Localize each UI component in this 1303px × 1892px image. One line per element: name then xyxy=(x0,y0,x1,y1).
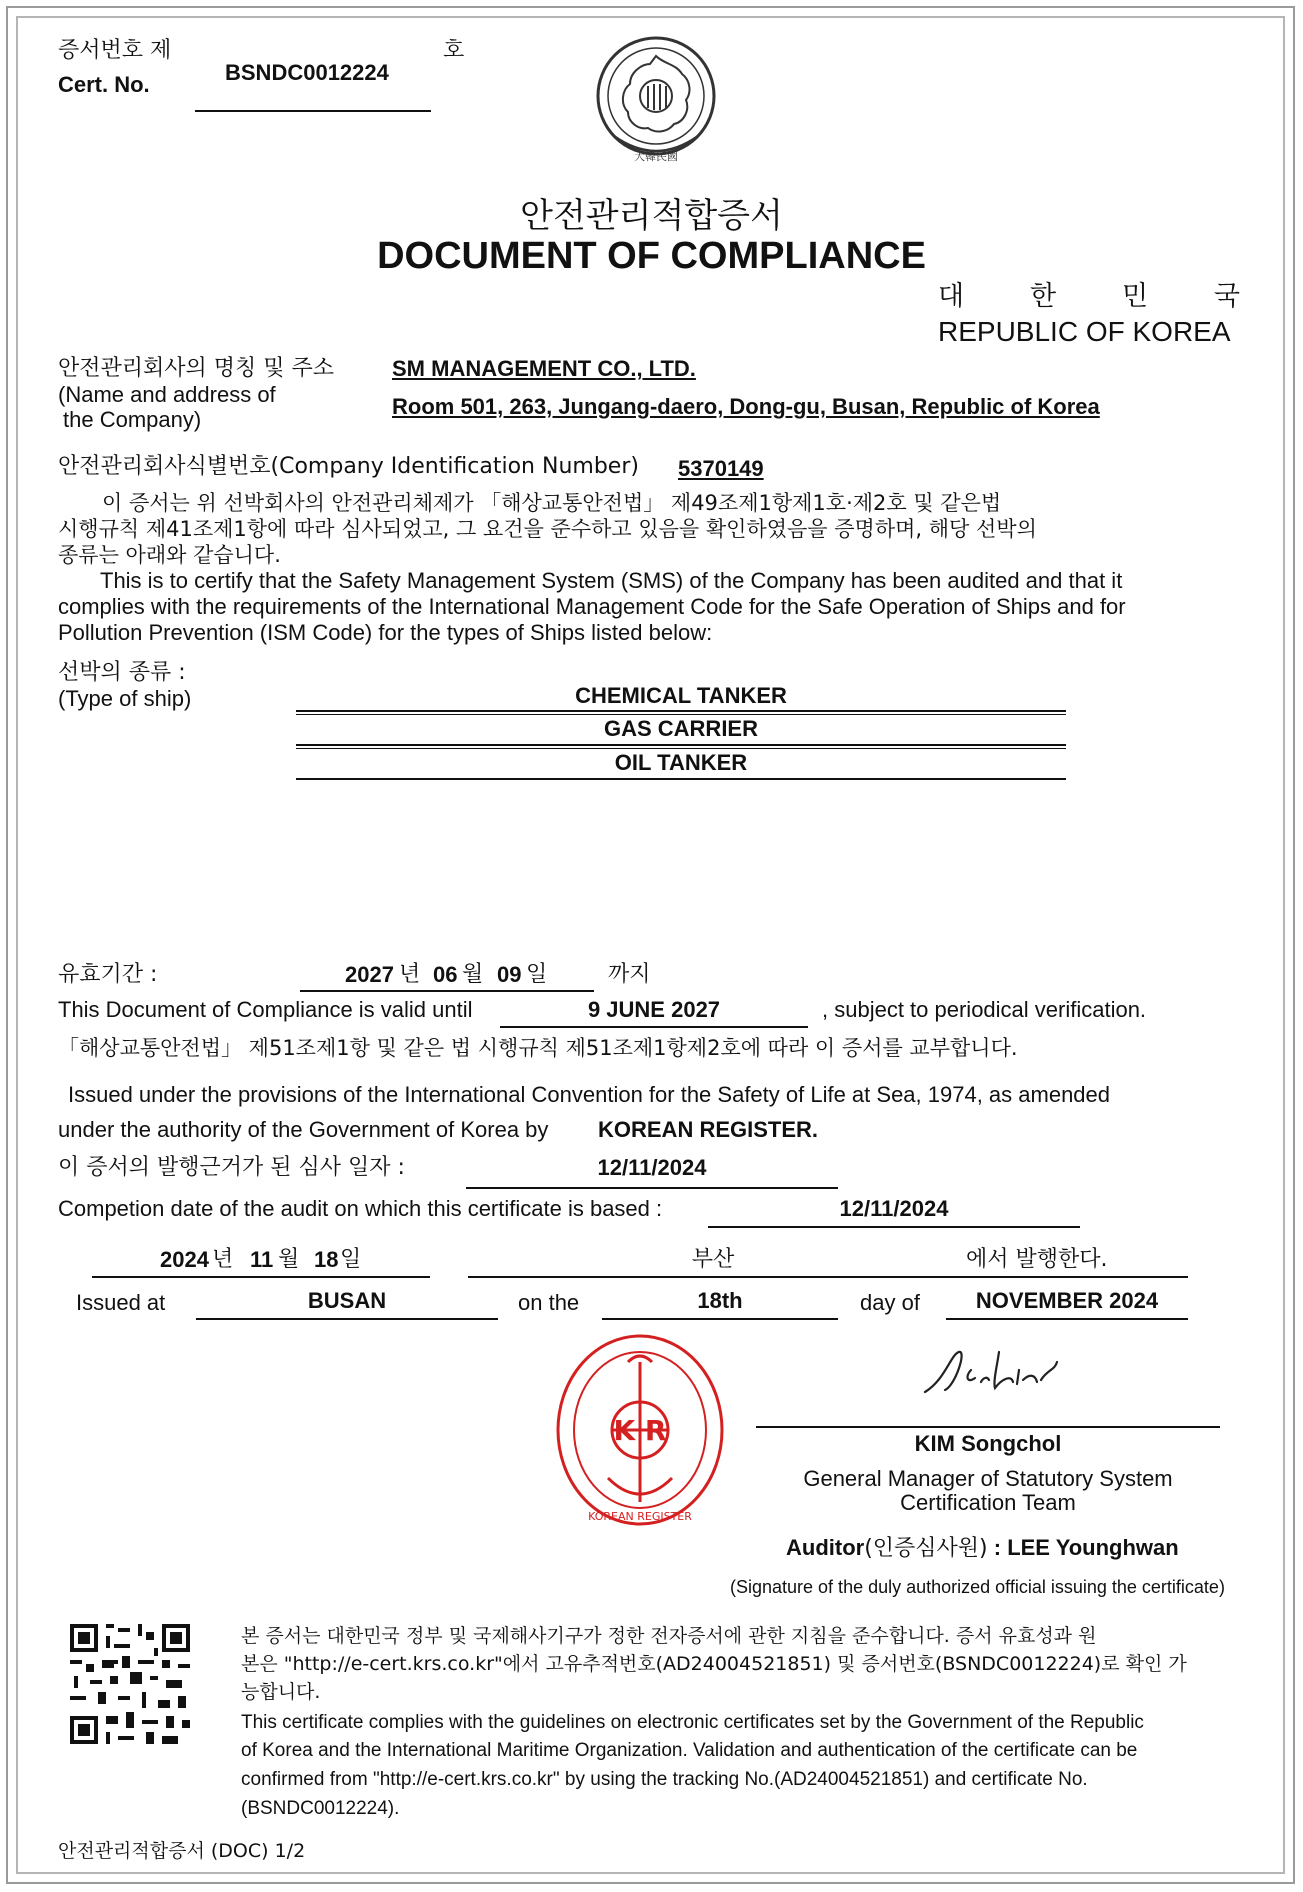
statement-kr-3: 종류는 아래와 같습니다. xyxy=(58,543,281,567)
ship-type-line xyxy=(296,744,1066,746)
footer-en-2: of Korea and the International Maritime Organization. Validation and authentication of the certificate can be xyxy=(241,1740,1138,1761)
issue-month-unit: 월 xyxy=(278,1247,300,1272)
ship-type-label-en: (Type of ship) xyxy=(58,686,192,711)
issue-place-en: BUSAN xyxy=(307,1288,387,1313)
statement-en-3: Pollution Prevention (ISM Code) for the types of Ships listed below: xyxy=(58,620,713,645)
footer-kr-2: 본은 "http://e-cert.krs.co.kr"에서 고유추적번호(AD24004521851) 및 증서번호(BSNDC0012224)로 확인 가 xyxy=(241,1653,1187,1675)
signatory-name: KIM Songchol xyxy=(914,1431,1062,1456)
cert-no-label-en: Cert. No. xyxy=(58,72,150,97)
company-id-number: 5370149 xyxy=(678,456,764,481)
company-address: Room 501, 263, Jungang-daero, Dong-gu, Busan, Republic of Korea xyxy=(392,394,1100,419)
issue-date-kr-underline xyxy=(92,1276,430,1278)
issuance-en-2: under the authority of the Government of Korea by xyxy=(58,1117,549,1142)
issue-year-unit: 년 xyxy=(212,1247,234,1272)
auditor-label: Auditor(인증심사원) : LEE Younghwan xyxy=(786,1535,1179,1561)
company-label-en-1: (Name and address of xyxy=(58,382,276,407)
company-name: SM MANAGEMENT CO., LTD. xyxy=(392,356,696,381)
ship-type-line xyxy=(296,748,1066,749)
country-kr: 대 한 민 국 xyxy=(938,281,1240,312)
cert-no-suffix: 호 xyxy=(443,38,465,63)
issue-month-year-underline xyxy=(946,1318,1188,1320)
national-seal-icon xyxy=(594,34,718,174)
ship-type-line xyxy=(296,714,1066,715)
valid-until-date: 9 JUNE 2027 xyxy=(587,997,721,1022)
validity-month-unit: 월 xyxy=(462,962,484,987)
signature-icon xyxy=(915,1340,1069,1402)
footer-en-4: (BSNDC0012224). xyxy=(241,1798,400,1819)
issue-day-en-underline xyxy=(602,1318,838,1320)
validity-day-unit: 일 xyxy=(526,962,548,987)
issue-place-kr-underline xyxy=(468,1276,1188,1278)
issue-month: 11 xyxy=(250,1247,274,1272)
ship-type-label-kr: 선박의 종류 : xyxy=(58,660,186,685)
validity-kr-underline xyxy=(300,990,594,992)
ship-type-item: OIL TANKER xyxy=(614,750,748,775)
ship-type-line xyxy=(296,710,1066,712)
ship-type-item: GAS CARRIER xyxy=(603,716,758,741)
valid-until-subject: , subject to periodical verification. xyxy=(822,997,1147,1022)
ship-type-line xyxy=(296,778,1066,780)
issue-place-kr: 부산 xyxy=(691,1247,735,1272)
issue-day: 18 xyxy=(314,1247,339,1272)
validity-day: 09 xyxy=(497,962,522,987)
company-label-en-2: the Company) xyxy=(63,407,202,432)
issuance-en-1: Issued under the provisions of the International Convention for the Safety of Life at Sea, 1974, as amended xyxy=(68,1082,1111,1107)
signature-note: (Signature of the duly authorized official issuing the certificate) xyxy=(730,1577,1225,1597)
statement-en-2: complies with the requirements of the International Management Code for the Safe Operation of Ships and for xyxy=(58,594,1126,619)
svg-text:大韓民國: 大韓民國 xyxy=(634,150,678,163)
cert-no-underline xyxy=(195,110,431,112)
validity-year: 2027 xyxy=(345,962,394,987)
validity-label-kr: 유효기간 : xyxy=(58,962,158,987)
validity-month: 06 xyxy=(433,962,458,987)
validity-until-kr: 까지 xyxy=(608,962,651,987)
statement-kr-2: 시행규칙 제41조제1항에 따라 심사되었고, 그 요건을 준수하고 있음을 확인하였음을 증명하며, 해당 선박의 xyxy=(58,517,1037,541)
signatory-title-2: Certification Team xyxy=(900,1490,1076,1515)
ship-type-item: CHEMICAL TANKER xyxy=(575,683,787,708)
issued-at-label: Issued at xyxy=(76,1290,166,1315)
valid-until-underline xyxy=(500,1026,808,1028)
title-kr: 안전관리적합증서 xyxy=(520,196,783,236)
issuance-kr-statement: 「해상교통안전법」 제51조제1항 및 같은 법 시행규칙 제51조제1항제2호에 따라 이 증서를 교부합니다. xyxy=(58,1036,1018,1060)
audit-date-en: 12/11/2024 xyxy=(839,1196,949,1221)
audit-date-label-en: Competion date of the audit on which this certificate is based : xyxy=(58,1196,663,1221)
audit-date-kr-underline xyxy=(466,1187,838,1189)
footer-en-1: This certificate complies with the guidelines on electronic certificates set by the Government of the Republic xyxy=(241,1712,1144,1733)
issuing-authority: KOREAN REGISTER. xyxy=(598,1117,819,1142)
issued-kr: 에서 발행한다. xyxy=(966,1247,1108,1272)
on-the-label: on the xyxy=(518,1290,580,1315)
footer-en-3: confirmed from "http://e-cert.krs.co.kr" by using the tracking No.(AD24004521851) and certificate No. xyxy=(241,1769,1088,1790)
svg-text:S.c.kim: S.c.kim xyxy=(1065,1340,1069,1341)
cert-no-label-kr: 증서번호 제 xyxy=(58,38,172,63)
qr-code-icon xyxy=(66,1620,194,1748)
footer-kr-3: 능합니다. xyxy=(241,1681,321,1703)
svg-text:KOREAN REGISTER: KOREAN REGISTER xyxy=(588,1510,692,1523)
issue-day-unit: 일 xyxy=(340,1247,362,1272)
signature-line xyxy=(756,1426,1220,1428)
cert-no-value: BSNDC0012224 xyxy=(225,60,389,85)
issue-year: 2024 xyxy=(160,1247,209,1272)
issue-day-en: 18th xyxy=(697,1288,743,1313)
svg-text:K R: K R xyxy=(613,1414,667,1447)
company-label-kr: 안전관리회사의 명칭 및 주소 xyxy=(58,356,335,381)
korean-register-seal-icon xyxy=(554,1332,726,1528)
audit-date-label-kr: 이 증서의 발행근거가 된 심사 일자 : xyxy=(58,1155,405,1180)
day-of-label: day of xyxy=(860,1290,920,1315)
company-id-label: 안전관리회사식별번호(Company Identification Number) xyxy=(58,454,639,479)
title-en: DOCUMENT OF COMPLIANCE xyxy=(377,235,926,277)
issue-month-year-en: NOVEMBER 2024 xyxy=(975,1288,1159,1313)
issue-place-en-underline xyxy=(196,1318,498,1320)
audit-date-kr: 12/11/2024 xyxy=(597,1155,707,1180)
audit-date-en-underline xyxy=(708,1226,1080,1228)
valid-until-label: This Document of Compliance is valid until xyxy=(58,997,473,1022)
country-en: REPUBLIC OF KOREA xyxy=(938,316,1231,347)
validity-year-unit: 년 xyxy=(399,962,421,987)
signatory-title-1: General Manager of Statutory System xyxy=(803,1466,1173,1491)
statement-kr-1: 이 증서는 위 선박회사의 안전관리체제가 「해상교통안전법」 제49조제1항제1호·제2호 및 같은법 xyxy=(102,491,1002,515)
footer-kr-1: 본 증서는 대한민국 정부 및 국제해사기구가 정한 전자증서에 관한 지침을 준수합니다. 증서 유효성과 원 xyxy=(241,1625,1097,1647)
page-label: 안전관리적합증서 (DOC) 1/2 xyxy=(58,1840,306,1862)
statement-en-1: This is to certify that the Safety Management System (SMS) of the Company has been audited and that it xyxy=(100,568,1123,593)
